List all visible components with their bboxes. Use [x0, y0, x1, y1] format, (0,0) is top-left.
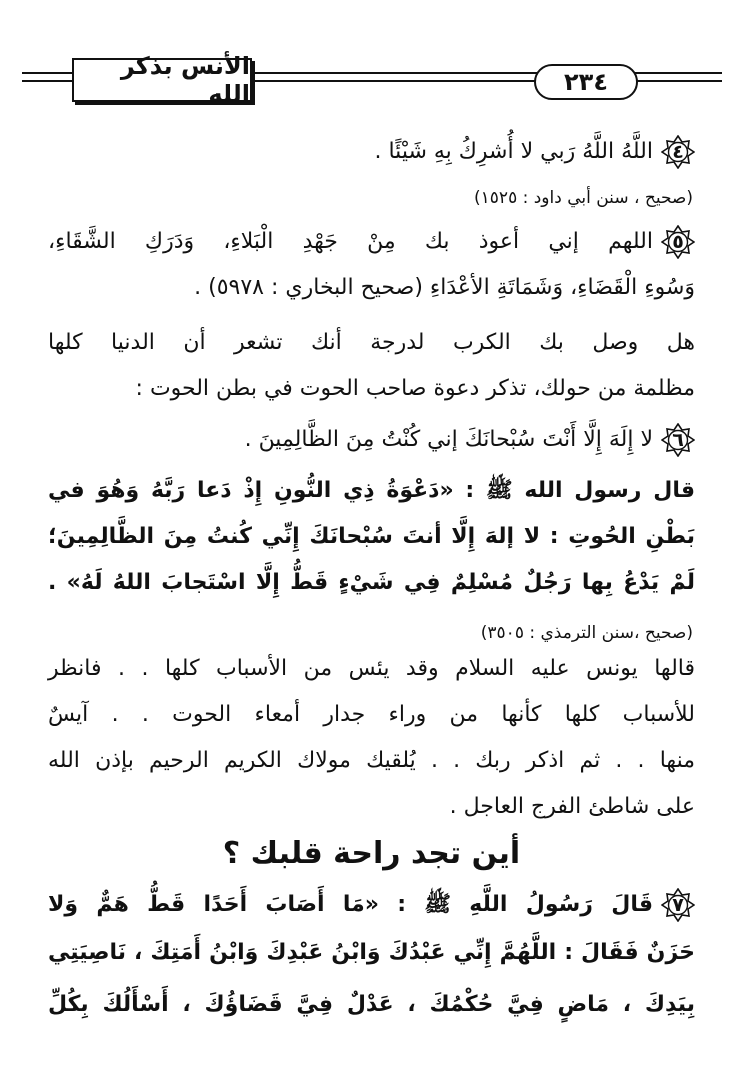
paragraph-2-line-1: قالها يونس عليه السلام وقد يئس من الأسباب كلها . . فانظر [48, 656, 695, 681]
dua-7-line-1 [48, 888, 695, 922]
number-badge-7: ٧ [661, 888, 695, 922]
dua-6-line [245, 423, 695, 457]
paragraph-2-line-3: منها . . ثم اذكر ربك . . يُلقيك مولاك الكريم الرحيم بإذن الله [48, 748, 695, 773]
page-header [22, 52, 722, 108]
hadith-line-2: بَطْنِ الحُوتِ : لا إلهَ إِلَّا أنتَ سُبْحانَكَ إِنِّي كُنتُ مِنَ الظَّالِمِينَ؛ [48, 524, 695, 549]
paragraph-1-line-2: مظلمة من حولك، تذكر دعوة صاحب الحوت في بطن الحوت : [135, 376, 695, 401]
running-title: الأنس بذكر الله [72, 58, 252, 102]
paragraph-2-line-4: على شاطئ الفرج العاجل . [449, 794, 695, 819]
paragraph-2-line-2: للأسباب كلها كأنها من وراء جدار أمعاء الحوت . . آيسٌ [48, 702, 695, 727]
number-badge-5: ٥ [661, 225, 695, 259]
section-heading: أين تجد راحة قلبك ؟ [222, 836, 521, 871]
dua-7-line-2: حَزَنٌ فَقَالَ : اللَّهُمَّ إِنِّي عَبْدُكَ وَابْنُ عَبْدِكَ وَابْنُ أَمَتِكَ ، نَاصِيَتِي [48, 940, 695, 965]
hadith-line-1: قال رسول الله ﷺ : «دَعْوَةُ ذِي النُّونِ إِذْ دَعا رَبَّهُ وَهُوَ في [48, 478, 695, 503]
reference-abu-dawud: (صحيح ، سنن أبي داود : ١٥٢٥) [474, 188, 693, 208]
dua-5-line-1 [48, 225, 695, 259]
number-badge-4: ٤ [661, 135, 695, 169]
dua-4-line [374, 135, 695, 169]
number-badge-6: ٦ [661, 423, 695, 457]
dua-5-line-2: وَسُوءِ الْقَضَاءِ، وَشَمَاتَةِ الأعْدَاءِ (صحيح البخاري : ٥٩٧٨) . [194, 275, 695, 300]
dua-5-text-1: اللهم إني أعوذ بك مِنْ جَهْدِ الْبَلاءِ، وَدَرَكِ الشَّقَاءِ، [48, 229, 653, 254]
dua-7-line-3: بِيَدِكَ ، مَاضٍ فِيَّ حُكْمُكَ ، عَدْلٌ فِيَّ قَضَاؤُكَ ، أَسْأَلُكَ بِكُلِّ [48, 992, 695, 1017]
dua-7-text-1: قَالَ رَسُولُ اللَّهِ ﷺ : «مَا أَصَابَ أَحَدًا قَطُّ هَمٌّ وَلا [48, 892, 653, 917]
reference-tirmidhi: (صحيح ،سنن الترمذي : ٣٥٠٥) [480, 623, 693, 643]
page-number: ٢٣٤ [534, 64, 638, 100]
hadith-line-3: لَمْ يَدْعُ بِها رَجُلٌ مُسْلِمٌ فِي شَيْءٍ قَطُّ إِلَّا اسْتَجابَ اللهُ لَهُ» . [48, 570, 695, 595]
dua-4-text: اللَّهُ اللَّهُ رَبي لا أُشرِكُ بِهِ شَيْئًا . [374, 139, 653, 164]
dua-6-text: لا إِلَهَ إِلَّا أَنْتَ سُبْحانَكَ إني كُنْتُ مِنَ الظَّالِمِينَ . [244, 427, 653, 452]
paragraph-1-line-1: هل وصل بك الكرب لدرجة أنك تشعر أن الدنيا كلها [48, 330, 695, 355]
